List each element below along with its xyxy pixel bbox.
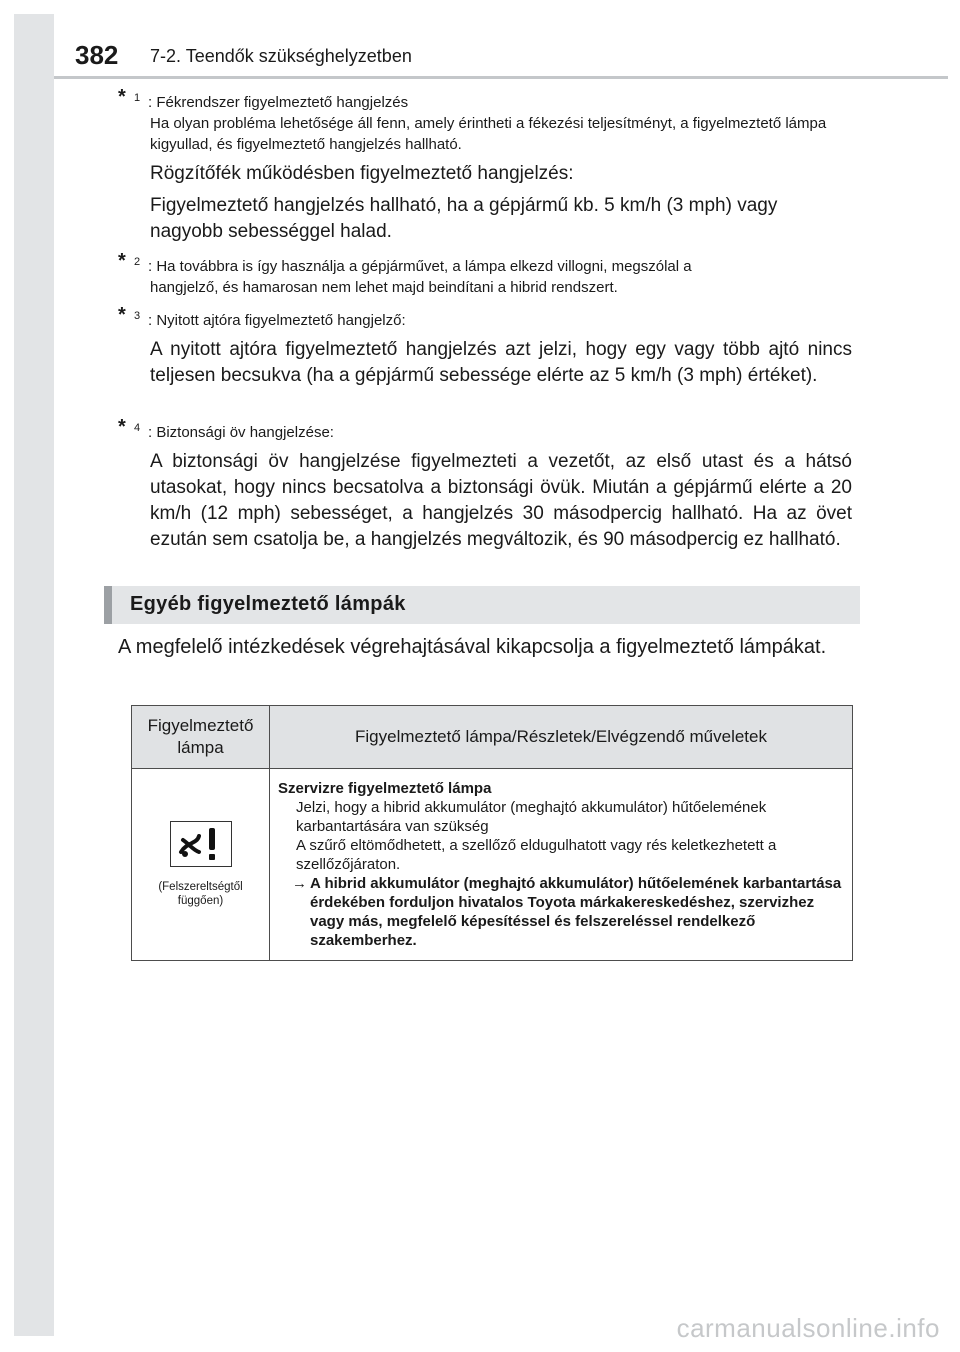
footnote-number: 4 bbox=[134, 422, 141, 434]
footnote-body: Ha olyan probléma lehetősége áll fenn, amely érintheti a fékezési teljesítményt, a figyelmeztető lámpa kigyullad, és figyelmeztető hangjelzés hallható. bbox=[150, 115, 827, 153]
section-intro: A megfelelő intézkedések végrehajtásával kikapcsolja a figyelmeztető lámpákat. bbox=[118, 636, 827, 658]
page-number: 382 bbox=[75, 40, 119, 70]
details-cell bbox=[270, 769, 853, 961]
footnote-body: hangjelző, és hamarosan nem lehet majd beindítani a hibrid rendszert. bbox=[150, 279, 618, 296]
footnote-4 bbox=[112, 416, 852, 553]
section-heading-band bbox=[104, 586, 860, 624]
arrow-right-icon: → bbox=[292, 875, 307, 892]
footnote-3 bbox=[112, 304, 852, 389]
lamp-title: Szervizre figyelmeztető lámpa bbox=[278, 780, 492, 797]
footnote-body: A biztonsági öv hangjelzése figyelmezteti a vezetőt, az első utast és a hátsó utasokat, hogy nincs becsatolva a biztonsági övük. Miután a gépjármű elérte a 20 km/h (12 mph) sebességet, a hangjelzés 30 másodpercig hallható. Ha az övet ezután sem csatolja be, a hangjelzés megváltozik, és 90 másodpercig ez hallható. bbox=[150, 451, 852, 550]
lamp-action-text: A hibrid akkumulátor (meghajtó akkumulátor) hűtőelemének karbantartása érdekében forduljon hivatalos Toyota márkakereskedéshez, szervizhez vagy más, megfelelő képesítéssel és felszereléssel rendelkező szakemberhez. bbox=[310, 875, 842, 949]
footnote-subbody: Figyelmeztető hangjelzés hallható, ha a gépjármű kb. 5 km/h (3 mph) vagy nagyobb sebességgel halad. bbox=[150, 195, 778, 242]
footnote-number: 1 bbox=[134, 92, 141, 104]
footnote-marker: * bbox=[118, 304, 126, 326]
table-header-lamp: Figyelmeztető lámpa bbox=[132, 706, 270, 769]
footnote-number: 3 bbox=[134, 310, 141, 322]
footnote-2 bbox=[112, 250, 852, 298]
hybrid-battery-cooling-warning-icon bbox=[170, 821, 232, 867]
table-header-details: Figyelmeztető lámpa/Részletek/Elvégzendő műveletek bbox=[270, 706, 853, 769]
warning-lamp-table bbox=[131, 705, 853, 961]
footnote-title: : Nyitott ajtóra figyelmeztető hangjelző: bbox=[148, 312, 406, 329]
side-margin-strip bbox=[14, 14, 54, 1336]
footnote-number: 2 bbox=[134, 256, 141, 268]
header-divider bbox=[54, 76, 948, 79]
table-row bbox=[132, 769, 853, 961]
lamp-detail: Jelzi, hogy a hibrid akkumulátor (meghajtó akkumulátor) hűtőelemének karbantartására van szükség bbox=[296, 799, 767, 835]
chapter-title: 7-2. Teendők szükséghelyzetben bbox=[150, 46, 412, 66]
lamp-detail: A szűrő eltömődhetett, a szellőző eldugulhatott vagy rés keletkezhetett a szellőzőjáraton. bbox=[296, 837, 777, 873]
footnote-marker: * bbox=[118, 86, 126, 108]
footnote-marker: * bbox=[118, 416, 126, 438]
footnote-title: : Biztonsági öv hangjelzése: bbox=[148, 424, 334, 441]
table-header-row bbox=[132, 706, 853, 769]
lamp-cell bbox=[132, 769, 270, 961]
footnote-body: A nyitott ajtóra figyelmeztető hangjelzés azt jelzi, hogy egy vagy több ajtó nincs teljesen becsukva (ha a gépjármű sebessége elérte az 5 km/h (3 mph) értéket). bbox=[150, 339, 852, 386]
footnote-subtitle: Rögzítőfék működésben figyelmeztető hangjelzés: bbox=[150, 163, 574, 184]
footnote-title: : Fékrendszer figyelmeztető hangjelzés bbox=[148, 94, 409, 111]
watermark: carmanualsonline.info bbox=[676, 1313, 940, 1343]
footnote-marker: * bbox=[118, 250, 126, 272]
lamp-action bbox=[278, 874, 844, 950]
section-title: Egyéb figyelmeztető lámpák bbox=[130, 593, 406, 615]
lamp-availability-note: (Felszereltségtől függően) bbox=[158, 881, 243, 907]
footnote-1 bbox=[112, 86, 852, 245]
footnote-title: : Ha továbbra is így használja a gépjárművet, a lámpa elkezd villogni, megszólal a bbox=[148, 258, 692, 275]
